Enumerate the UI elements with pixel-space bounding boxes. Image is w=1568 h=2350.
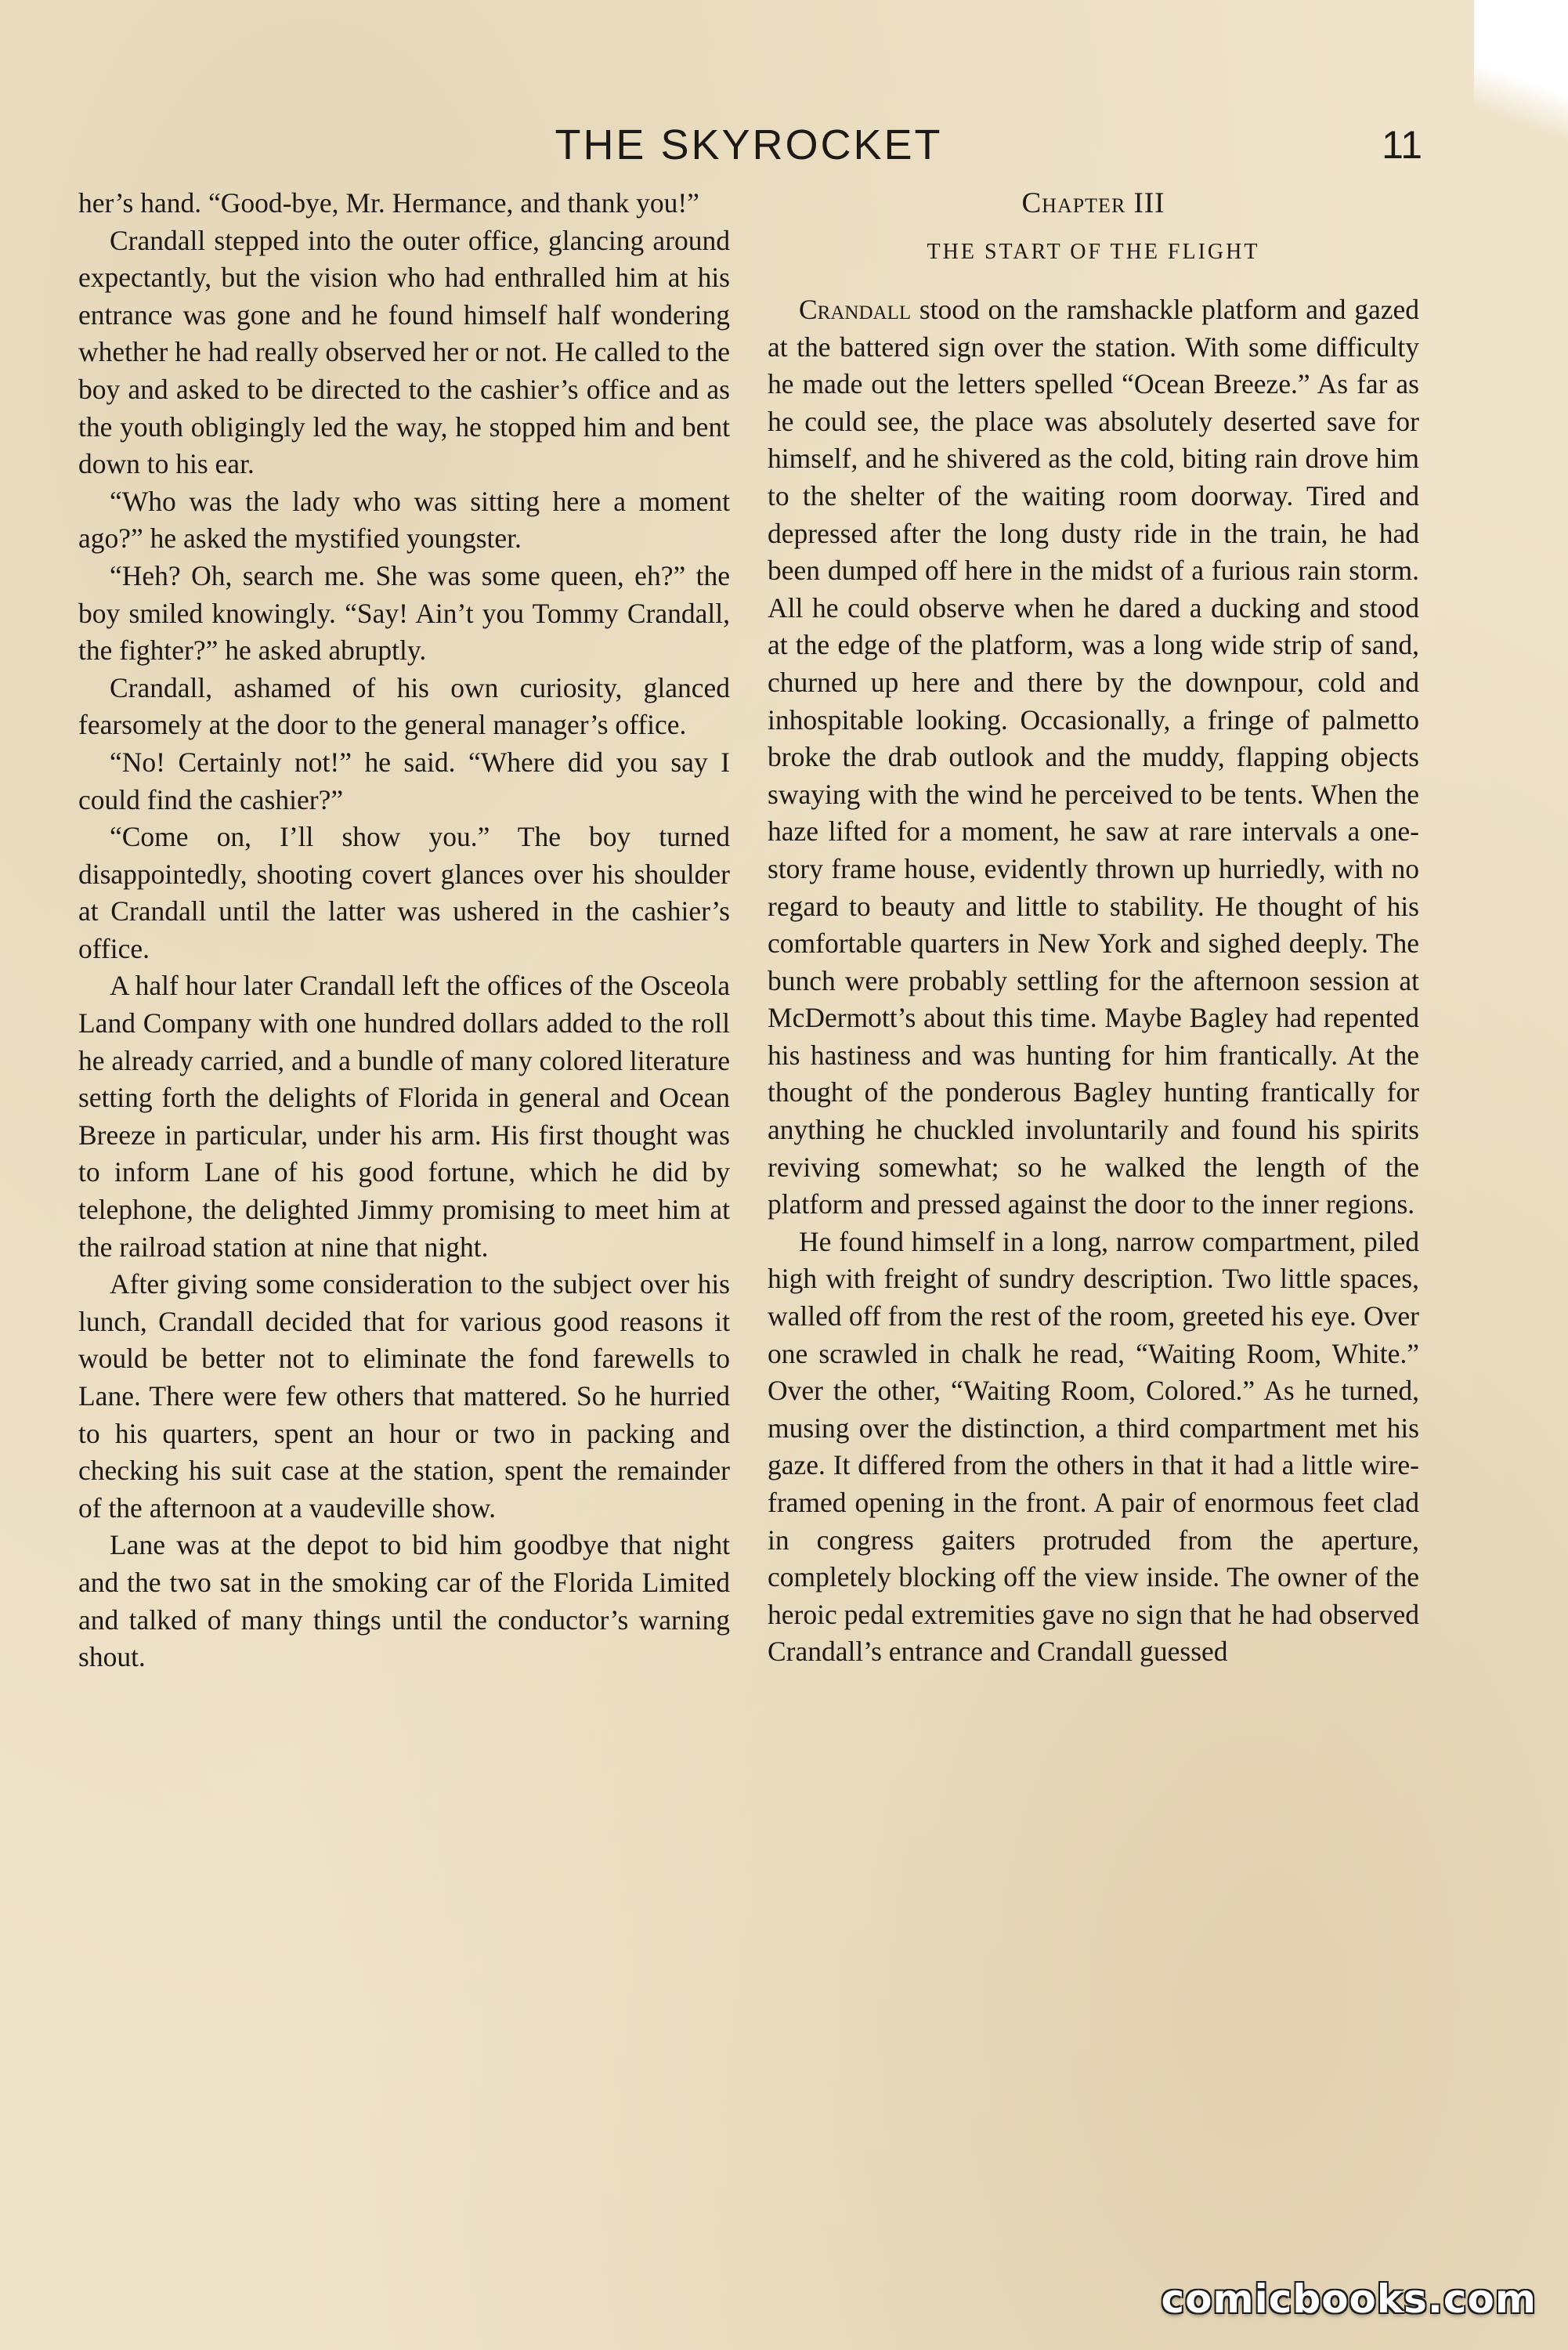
chapter-opening-paragraph (768, 291, 1419, 1224)
torn-corner (1474, 0, 1568, 204)
running-title: THE SKYROCKET (555, 121, 943, 168)
paragraph: After giving some consideration to the subject over his lunch, Crandall decided that for various good reasons it would be better not to eliminate the fond farewells to Lane. There were few others that mattered. So he hurried to his quarters, spent an hour or two in packing and checking his suit case at the station, spent the remainder of the afternoon at a vaudeville show. (78, 1268, 730, 1524)
paragraph: Crandall stepped into the outer office, glancing around expectantly, but the vision who had enthralled him at his entrance was gone and he found himself half wondering whether he had really observed her or not. He called to the boy and asked to be directed to the cashier’s office and as the youth obligingly led the way, he stopped him and bent down to his ear. (78, 224, 730, 480)
paragraph: her’s hand. “Good-bye, Mr. Hermance, and thank you!” (78, 187, 699, 219)
paragraph: Lane was at the depot to bid him goodbye that night and the two sat in the smoking car of the Florida Limited and talked of many things until the conductor’s warning shout. (78, 1529, 730, 1673)
page-number: 11 (1382, 123, 1422, 167)
page-header (75, 118, 1422, 172)
paragraph: A half hour later Crandall left the offices of the Osceola Land Company with one hundred dollars added to the roll he already carried, and a bundle of many colored literature setting forth the delights of Florida in general and Ocean Breeze in particular, under his arm. His first thought was to inform Lane of his good fortune, which he did by telephone, the delighted Jimmy promising to meet him at the railroad station at nine that night. (78, 970, 730, 1263)
chapter-subtitle: THE START OF THE FLIGHT (927, 240, 1260, 264)
left-column (78, 185, 730, 1676)
paragraph: “Who was the lady who was sitting here a moment ago?” he asked the mystified youngster. (78, 485, 730, 555)
paragraph: Crandall, ashamed of his own curiosity, glanced fearsomely at the door to the general manager’s office. (78, 671, 730, 741)
chapter-title: Chapter III (1021, 187, 1165, 219)
paragraph: “Heh? Oh, search me. She was some queen, eh?” the boy smiled knowingly. “Say! Ain’t you Tommy Crandall, the fighter?” he asked abruptly. (78, 559, 730, 667)
site-watermark: comicbooks.com (1161, 2276, 1537, 2322)
paragraph: “Come on, I’ll show you.” The boy turned disappointedly, shooting covert glances over his shoulder at Crandall until the latter was ushered in the cashier’s office. (78, 821, 730, 964)
right-column (768, 185, 1419, 1671)
chapter-opening-text: stood on the ramshackle platform and gazed at the battered sign over the station. With some difficulty he made out the letters spelled “Ocean Breeze.” As far as he could see, the place was absolutely deserted save for himself, and he shivered as the cold, biting rain drove him to the shelter of the waiting room doorway. Tired and depressed after the long dusty ride in the train, he had been dumped off here in the midst of a furious rain storm. All he could observe when he dared a ducking and stood at the edge of the platform, was a long wide strip of sand, churned up here and there by the downpour, cold and inhospitable looking. Occasionally, a fringe of palmetto broke the drab outlook and the muddy, flapping objects swaying with the wind he perceived to be tents. When the haze lifted for a moment, he saw at rare intervals a one-story frame house, evidently thrown up hurriedly, with no regard to beauty and little to stability. He thought of his comfortable quarters in New York and sighed deeply. The bunch were probably settling for the afternoon session at McDermott’s about this time. Maybe Bagley had repented his hastiness and was hunting for him frantically. At the thought of the ponderous Bagley hunting frantically for anything he chuckled involuntarily and found his spirits reviving somewhat; so he walked the length of the platform and pressed against the door to the inner regions. (768, 294, 1419, 1220)
paragraph: “No! Certainly not!” he said. “Where did you say I could find the cashier?” (78, 746, 730, 815)
chapter-lead-word: Crandall (799, 294, 912, 325)
paragraph: He found himself in a long, narrow compartment, piled high with freight of sundry description. Two little spaces, walled off from the rest of the room, greeted his eye. Over one scrawled in chalk he read, “Waiting Room, White.” Over the other, “Waiting Room, Colored.” As he turned, musing over the distinction, a third compartment met his gaze. It differed from the others in that it had a little wire-framed opening in the front. A pair of enormous feet clad in congress gaiters protruded from the aperture, completely blocking off the view inside. The owner of the heroic pedal extremities gave no sign that he had observed Crandall’s entrance and Crandall guessed (768, 1225, 1419, 1668)
